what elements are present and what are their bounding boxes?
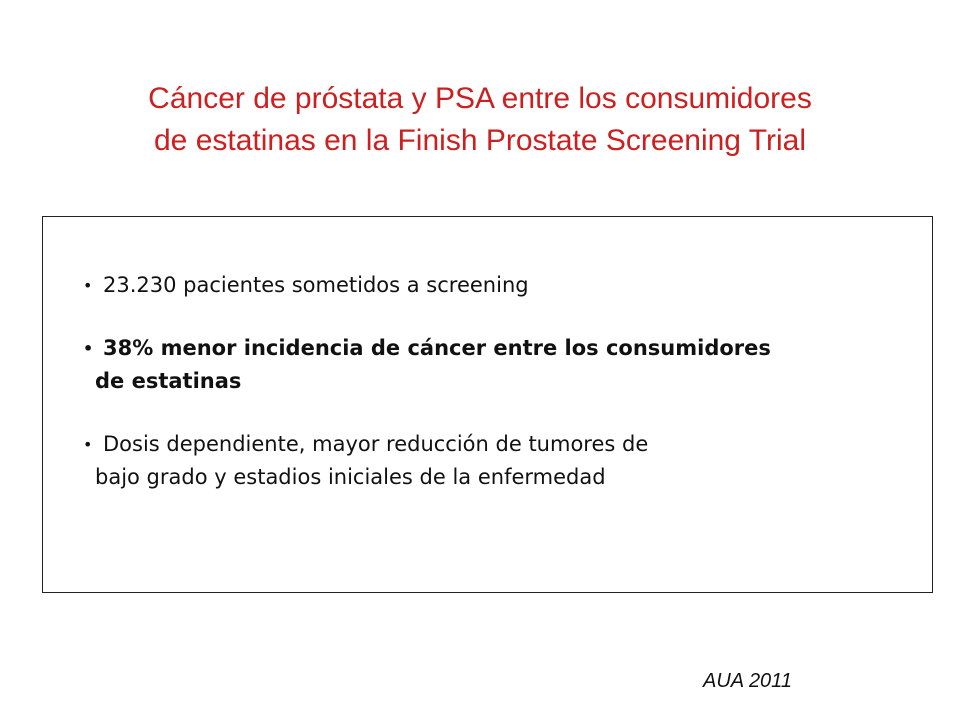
slide-title-line-1: Cáncer de próstata y PSA entre los consumidores xyxy=(148,82,812,115)
bullet-text: 23.230 pacientes sometidos a screening xyxy=(103,273,529,297)
bullet-item-incidence xyxy=(83,332,903,398)
bullet-text: Dosis dependiente, mayor reducción de tumores de xyxy=(103,432,649,456)
bullet-icon: • xyxy=(83,276,93,295)
bullet-text-continuation: bajo grado y estadios iniciales de la enfermedad xyxy=(95,465,606,489)
slide-title-line-2: de estatinas en la Finish Prostate Screening Trial xyxy=(153,124,807,157)
source-label: AUA 2011 xyxy=(703,670,792,692)
bullet-text-continuation: de estatinas xyxy=(95,369,242,393)
bullet-text: 38% menor incidencia de cáncer entre los consumidores xyxy=(103,336,771,360)
slide-title xyxy=(0,78,960,162)
bullet-item-patients xyxy=(83,269,903,302)
bullet-item-dose xyxy=(83,428,903,494)
bullet-icon: • xyxy=(83,339,94,358)
bullet-list xyxy=(83,269,903,524)
bullet-icon: • xyxy=(83,435,93,454)
content-box xyxy=(42,216,933,593)
